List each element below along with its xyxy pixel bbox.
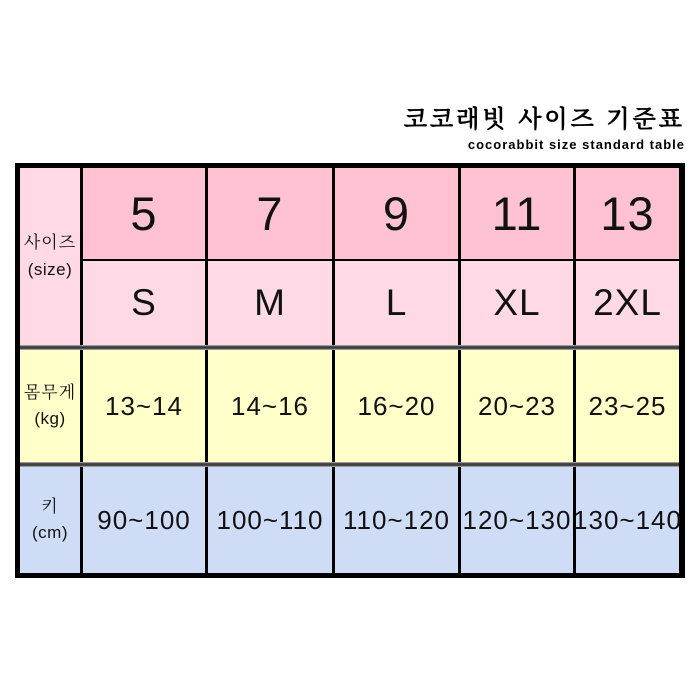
size-number-cell: 13 <box>576 168 679 259</box>
row-header-size-label: 사이즈 <box>23 233 77 253</box>
row-header-height <box>20 467 80 573</box>
size-standard-table <box>15 163 685 578</box>
weight-range-cell: 16~20 <box>335 350 458 462</box>
row-header-height-unit: (cm) <box>32 523 68 542</box>
weight-range-cell: 23~25 <box>576 350 679 462</box>
row-header-weight-unit: (kg) <box>34 409 66 428</box>
page-title-korean: 코코래빗 사이즈 기준표 <box>403 106 685 133</box>
height-range-cell: 130~140 <box>576 467 679 573</box>
size-number-cell: 5 <box>83 168 205 259</box>
size-number-cell: 11 <box>461 168 573 259</box>
row-header-size-unit: (size) <box>27 259 73 279</box>
height-range-cell: 100~110 <box>208 467 332 573</box>
page-title-english: cocorabbit size standard table <box>467 136 685 152</box>
size-letter-cell: L <box>335 261 458 345</box>
size-letter-cell: M <box>208 261 332 345</box>
row-header-height-label: 키 <box>41 496 59 516</box>
size-letter-cell: S <box>83 261 205 345</box>
row-header-weight <box>20 350 80 462</box>
weight-range-cell: 13~14 <box>83 350 205 462</box>
height-range-cell: 90~100 <box>83 467 205 573</box>
size-number-cell: 7 <box>208 168 332 259</box>
row-header-weight-label: 몸무게 <box>23 382 77 402</box>
size-number-cell: 9 <box>335 168 458 259</box>
weight-range-cell: 20~23 <box>461 350 573 462</box>
row-header-size <box>20 168 80 345</box>
size-letter-cell: 2XL <box>576 261 679 345</box>
title-block <box>15 106 685 152</box>
size-letter-cell: XL <box>461 261 573 345</box>
weight-range-cell: 14~16 <box>208 350 332 462</box>
height-range-cell: 110~120 <box>335 467 458 573</box>
height-range-cell: 120~130 <box>461 467 573 573</box>
